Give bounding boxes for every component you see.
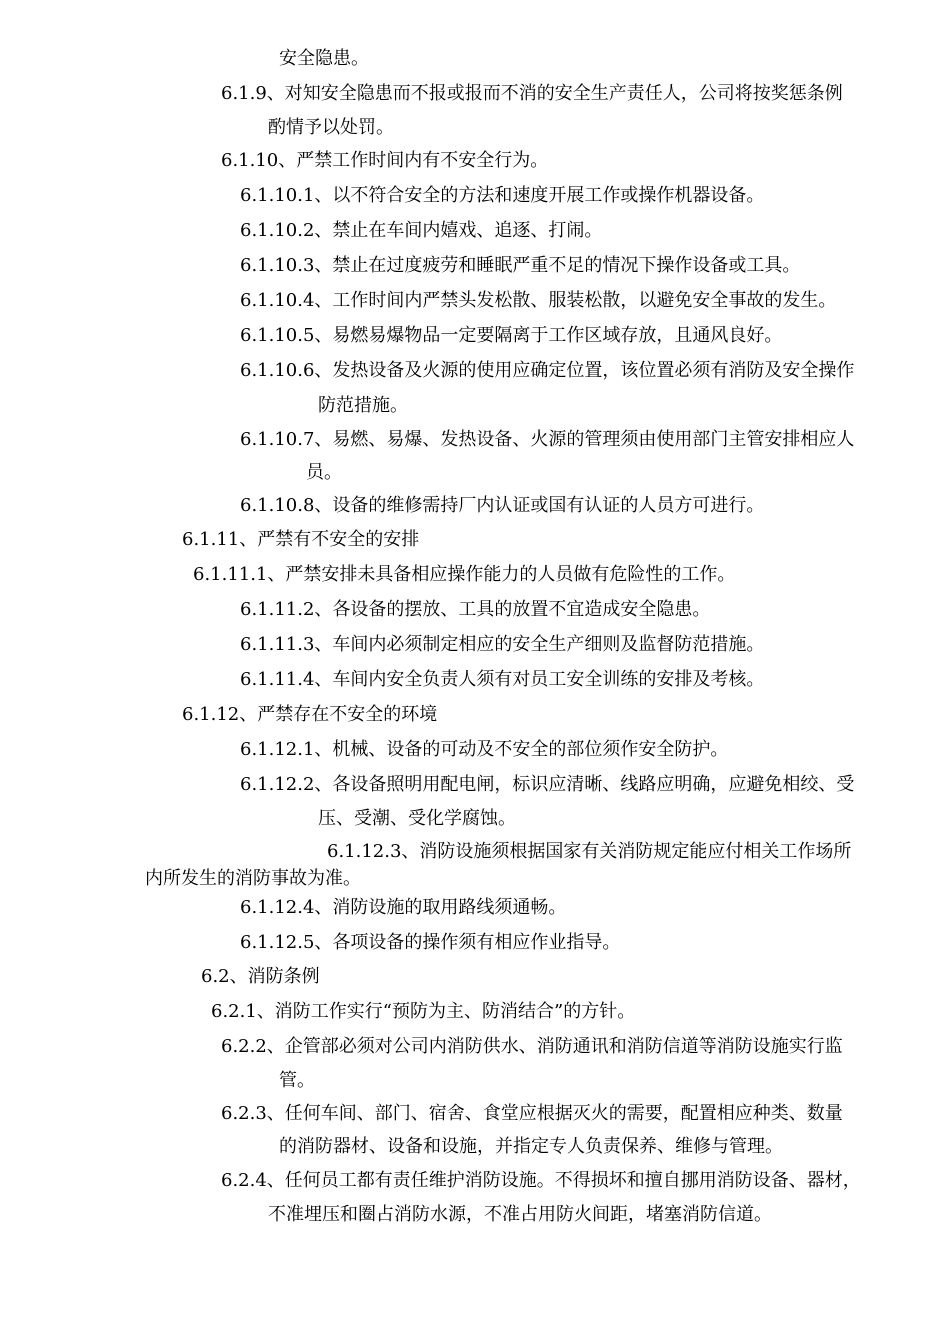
text-line: 6.2.2、企管部必须对公司内消防供水、消防通讯和消防信道等消防设施实行监 (221, 1036, 843, 1057)
text-line: 6.1.12.3、消防设施须根据国家有关消防规定能应付相关工作场所 (327, 841, 852, 862)
text-line: 6.2.1、消防工作实行“预防为主、防消结合”的方针。 (211, 1001, 636, 1022)
text-line: 6.1.11.1、严禁安排未具备相应操作能力的人员做有危险性的工作。 (193, 564, 736, 585)
text-line: 内所发生的消防事故为准。 (145, 868, 361, 889)
text-line: 6.1.10.1、以不符合安全的方法和速度开展工作或操作机器设备。 (240, 185, 765, 206)
text-line: 安全隐患。 (279, 48, 369, 69)
text-line: 不准埋压和圈占消防水源，不准占用防火间距，堵塞消防信道。 (268, 1204, 772, 1225)
text-line: 6.1.12.4、消防设施的取用路线须通畅。 (240, 897, 567, 918)
text-line: 6.1.9、对知安全隐患而不报或报而不消的安全生产责任人，公司将按奖惩条例 (221, 83, 843, 104)
text-line: 6.1.10.2、禁止在车间内嬉戏、追逐、打闹。 (240, 220, 603, 241)
text-line: 压、受潮、受化学腐蚀。 (318, 808, 516, 829)
text-line: 6.1.10.8、设备的维修需持厂内认证或国有认证的人员方可进行。 (240, 495, 765, 516)
text-line: 员。 (306, 462, 342, 483)
text-line: 6.1.10.3、禁止在过度疲劳和睡眠严重不足的情况下操作设备或工具。 (240, 255, 801, 276)
text-line: 6.1.10、严禁工作时间内有不安全行为。 (221, 150, 549, 171)
text-line: 6.1.10.6、发热设备及火源的使用应确定位置，该位置必须有消防及安全操作 (240, 360, 855, 381)
text-line: 6.1.11.3、车间内必须制定相应的安全生产细则及监督防范措施。 (240, 634, 765, 655)
text-line: 防范措施。 (318, 395, 408, 416)
text-line: 6.2.3、任何车间、部门、宿舍、食堂应根据灭火的需要，配置相应种类、数量 (221, 1103, 843, 1124)
text-line: 管。 (279, 1070, 315, 1091)
text-line: 6.1.10.5、易燃易爆物品一定要隔离于工作区域存放，且通风良好。 (240, 325, 783, 346)
text-line: 6.1.10.4、工作时间内严禁头发松散、服装松散，以避免安全事故的发生。 (240, 290, 837, 311)
text-line: 6.1.12.5、各项设备的操作须有相应作业指导。 (240, 932, 621, 953)
text-line: 6.1.12、严禁存在不安全的环境 (182, 704, 438, 725)
text-line: 6.1.11、严禁有不安全的安排 (182, 529, 420, 550)
text-line: 6.1.12.2、各设备照明用配电闸，标识应清晰、线路应明确，应避免相绞、受 (240, 774, 855, 795)
text-line: 的消防器材、设备和设施，并指定专人负责保养、维修与管理。 (279, 1136, 783, 1157)
text-line: 6.1.10.7、易燃、易爆、发热设备、火源的管理须由使用部门主管安排相应人 (240, 429, 855, 450)
text-line: 6.2.4、任何员工都有责任维护消防设施。不得损坏和擅自挪用消防设备、器材， (221, 1170, 861, 1191)
text-line: 酌情予以处罚。 (268, 117, 394, 138)
text-line: 6.1.11.2、各设备的摆放、工具的放置不宜造成安全隐患。 (240, 599, 711, 620)
text-line: 6.1.12.1、机械、设备的可动及不安全的部位须作安全防护。 (240, 739, 729, 760)
text-line: 6.2、消防条例 (201, 966, 320, 987)
text-line: 6.1.11.4、车间内安全负责人须有对员工安全训练的安排及考核。 (240, 669, 765, 690)
